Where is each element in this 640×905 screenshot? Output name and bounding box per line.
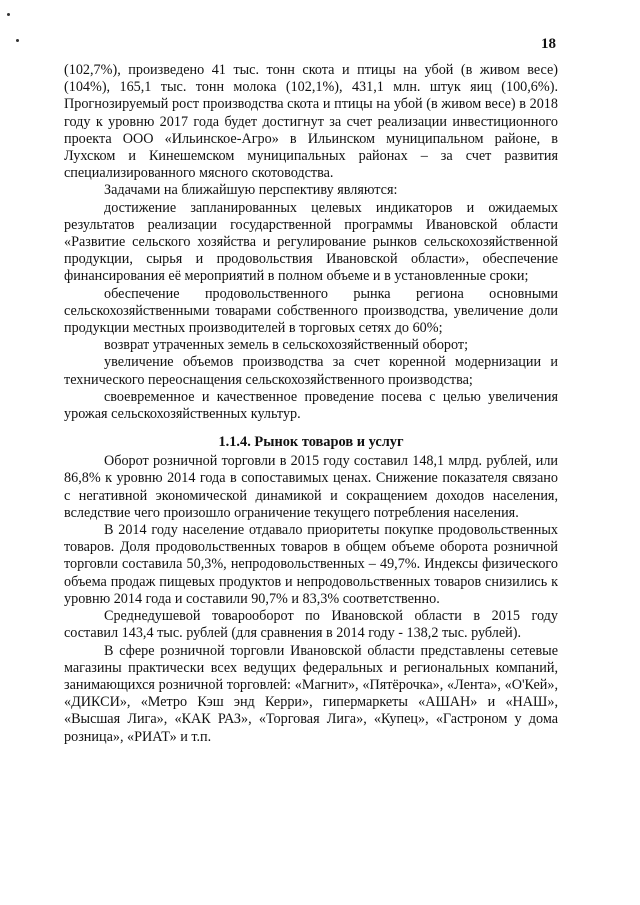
scan-dot-mark [7, 13, 10, 16]
list-item: своевременное и качественное проведение посева с целью увеличения урожая сельскохозяйственных культур. [64, 388, 558, 423]
list-item: возврат утраченных земель в сельскохозяйственный оборот; [104, 337, 469, 354]
paragraph: В 2014 году население отдавало приоритеты покупке продовольственных товаров. Доля продовольственных товаров в общем объеме оборота розничной торговли составила 50,3%, непродовольственных – 49,7%. Индексы физического объема продаж пищевых продуктов и непродовольственных товаров снизились к уровню 2014 года и составили 90,7% и 83,3% соответственно. [64, 522, 558, 607]
paragraph: Оборот розничной торговли в 2015 году составил 148,1 млрд. рублей, или 86,8% к уровню 2014 года в сопоставимых ценах. Снижение показателя связано с негативной экономической динамикой и сокращением доходов населения, вследствие чего произошло ограничение текущего потребления населения. [64, 453, 558, 521]
paragraph: (102,7%), произведено 41 тыс. тонн скота и птицы на убой (в живом весе) (104%), 165,1 тыс. тонн молока (102,1%), 431,1 млн. штук яиц (100,6%). Прогнозируемый рост производства скота и птицы на убой (в живом весе) в 2018 году к уровню 2017 года будет достигнут за счет реализации инвестиционного проекта ООО «Ильинское-Агро» в Ильинском муниципальном районе, в Лухском и Кинешемском муниципальных районах – за счет развития специализированного мясного скотоводства. [64, 62, 558, 182]
section-heading: 1.1.4. Рынок товаров и услуг [218, 434, 404, 451]
document-body [64, 62, 558, 746]
paragraph: В сфере розничной торговли Ивановской области представлены сетевые магазины практически всех ведущих федеральных и региональных компаний, занимающихся розничной торговлей: «Магнит», «Пятёрочка», «Лента», «О'Кей», «ДИКСИ», «Метро Кэш энд Керри», гипермаркеты «АШАН» и «НАШ», «Высшая Лига», «КАК РАЗ», «Торговая Лига», «Купец», «Гастроном у дома розница», «РИАТ» и т.п. [64, 642, 558, 745]
list-item: увеличение объемов производства за счет коренной модернизации и технического переоснащения сельскохозяйственного производства; [64, 354, 558, 388]
list-item: достижение запланированных целевых индикаторов и ожидаемых результатов реализации государственной программы Ивановской области «Развитие сельского хозяйства и регулирование рынков сельскохозяйственной продукции, сырья и продовольствия Ивановской области», обеспечение финансирования её мероприятий в полном объеме и в установленные сроки; [64, 199, 558, 285]
list-item: обеспечение продовольственного рынка региона основными сельскохозяйственными товарами собственного производства, увеличение доли продукции местных производителей в торговых сетях до 60%; [64, 285, 558, 337]
paragraph: Задачами на ближайшую перспективу являются: [104, 182, 398, 199]
page-number: 18 [541, 36, 556, 52]
scan-dot-mark [16, 39, 19, 42]
paragraph: Среднедушевой товарооборот по Ивановской области в 2015 году составил 143,4 тыс. рублей (для сравнения в 2014 году - 138,2 тыс. рублей). [64, 608, 558, 642]
